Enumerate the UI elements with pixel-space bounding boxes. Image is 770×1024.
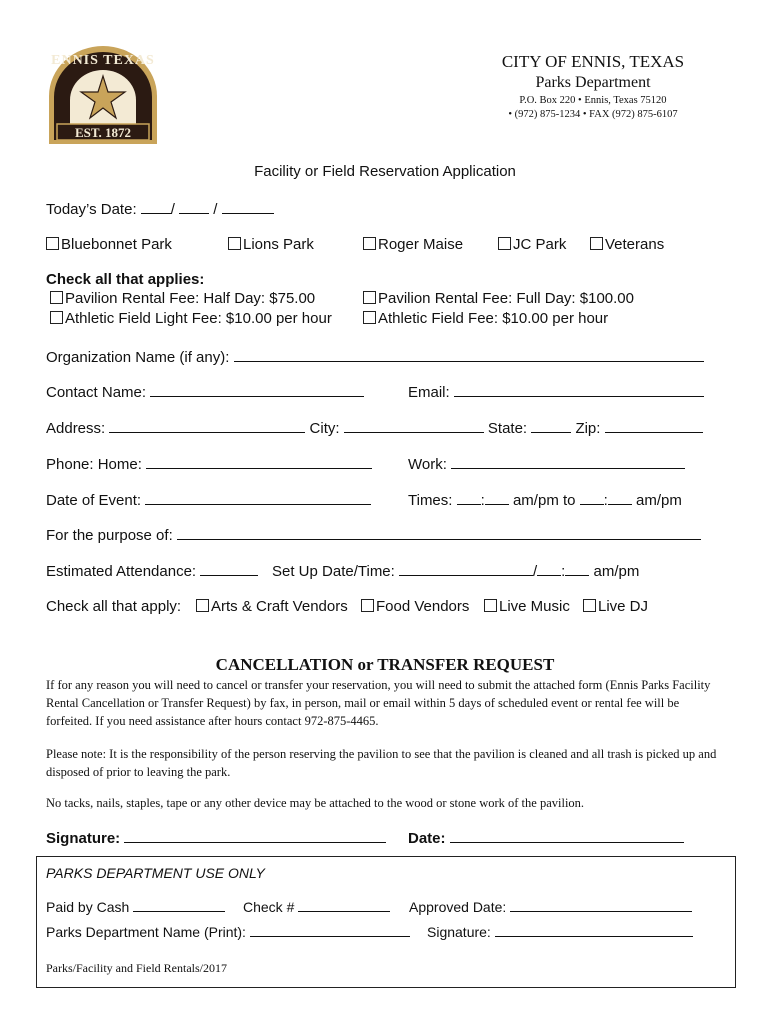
fee-pavilion-half[interactable] (50, 290, 315, 307)
office-signature-label: Signature: (427, 924, 491, 940)
checkbox[interactable] (50, 291, 63, 304)
checkbox[interactable] (363, 291, 376, 304)
city-seal-logo (43, 44, 163, 146)
park-label: Bluebonnet Park (61, 236, 172, 253)
extra-live-dj[interactable] (583, 598, 648, 615)
office-signature-row (427, 922, 693, 940)
work-phone-field[interactable] (451, 454, 685, 469)
end-hour-field[interactable] (580, 490, 604, 505)
email-label: Email: (408, 384, 450, 401)
setup-row (272, 561, 639, 580)
office-signature-field[interactable] (495, 922, 693, 937)
signature-row (46, 828, 386, 847)
park-option-roger-maise[interactable] (363, 236, 463, 253)
date-label: Date: (408, 830, 446, 847)
fee-pavilion-full[interactable] (363, 290, 634, 307)
fees-heading: Check all that applies: (46, 271, 205, 288)
department-address: P.O. Box 220 • Ennis, Texas 75120 (519, 95, 667, 106)
fee-label: Athletic Field Light Fee: $10.00 per hour (65, 310, 332, 327)
address-label: Address: (46, 420, 106, 437)
paid-cash-field[interactable] (133, 897, 225, 912)
state-field[interactable] (531, 418, 571, 433)
todays-date-row (46, 199, 274, 218)
dept-name-row (46, 922, 410, 940)
approved-date-field[interactable] (510, 897, 692, 912)
time-colon: : (561, 563, 566, 580)
extra-live-music[interactable] (484, 598, 570, 615)
event-date-field[interactable] (145, 490, 371, 505)
checkbox[interactable] (50, 311, 63, 324)
date-day-field[interactable] (179, 199, 209, 214)
department-phones: • (972) 875-1234 • FAX (972) 875-6107 (508, 109, 678, 120)
date-field[interactable] (450, 828, 684, 843)
extra-arts-crafts[interactable] (196, 598, 348, 615)
form-title: Facility or Field Reservation Application (254, 163, 516, 180)
attendance-row (46, 561, 258, 580)
event-date-row (46, 490, 371, 509)
contact-label: Contact Name: (46, 384, 147, 401)
dept-name-field[interactable] (250, 922, 410, 937)
city-field[interactable] (344, 418, 484, 433)
dept-name-label: Parks Department Name (Print): (46, 924, 246, 940)
approved-date-row (409, 897, 692, 915)
setup-date-field[interactable] (399, 561, 533, 576)
address-row (46, 418, 703, 437)
setup-minute-field[interactable] (565, 561, 589, 576)
cleanup-note: Please note: It is the responsibility of the person reserving the pavilion to see that the pavilion is cleaned and all trash is picked up and disposed of prior to leaving the park. (46, 747, 717, 779)
cancellation-paragraph: If for any reason you will need to cancel or transfer your reservation, you will need to submit the attached form (Ennis Parks Facility Rental Cancellation or Transfer Request) by fax, in person, mail or email within 5 days of scheduled event or rental fee will be forfeited. If you need assistance after hours contact 972-875-4465. (46, 678, 711, 728)
paid-cash-row (46, 897, 225, 915)
address-field[interactable] (109, 418, 305, 433)
setup-slash: / (533, 563, 538, 580)
checkbox[interactable] (196, 599, 209, 612)
svg-text:ENNIS TEXAS: ENNIS TEXAS (51, 53, 155, 68)
checkbox[interactable] (46, 237, 59, 250)
checkbox[interactable] (228, 237, 241, 250)
checkbox[interactable] (363, 311, 376, 324)
event-date-label: Date of Event: (46, 492, 142, 509)
fee-label: Pavilion Rental Fee: Half Day: $75.00 (65, 290, 316, 307)
purpose-field[interactable] (177, 525, 701, 540)
signature-field[interactable] (124, 828, 386, 843)
date-sep: / (213, 201, 218, 218)
checkbox[interactable] (590, 237, 603, 250)
state-label: State: (487, 420, 528, 437)
svg-text:EST. 1872: EST. 1872 (74, 125, 132, 140)
date-year-field[interactable] (222, 199, 274, 214)
checkbox[interactable] (361, 599, 374, 612)
end-minute-field[interactable] (608, 490, 632, 505)
fee-label: Athletic Field Fee: $10.00 per hour (378, 310, 609, 327)
phone-row (46, 454, 372, 473)
attendance-field[interactable] (200, 561, 258, 576)
check-number-field[interactable] (298, 897, 390, 912)
purpose-label: For the purpose of: (46, 527, 173, 544)
setup-hour-field[interactable] (537, 561, 561, 576)
email-row (408, 382, 704, 401)
attachment-note: No tacks, nails, staples, tape or any other device may be attached to the wood or stone work of the pavilion. (46, 796, 585, 810)
date-month-field[interactable] (141, 199, 171, 214)
start-hour-field[interactable] (457, 490, 481, 505)
extras-label: Check all that apply: (46, 598, 182, 615)
extra-label: Live DJ (598, 598, 649, 615)
contact-row (46, 382, 364, 401)
city-name: CITY OF ENNIS, TEXAS (501, 52, 685, 71)
organization-label: Organization Name (if any): (46, 349, 230, 366)
checkbox[interactable] (583, 599, 596, 612)
fee-field-light[interactable] (50, 310, 332, 327)
start-minute-field[interactable] (485, 490, 509, 505)
organization-row (46, 347, 704, 366)
time-colon: : (603, 492, 608, 509)
ampm-label: am/pm (636, 492, 682, 509)
purpose-row (46, 525, 701, 544)
extra-label: Food Vendors (376, 598, 470, 615)
setup-label: Set Up Date/Time: (272, 563, 395, 580)
park-label: JC Park (513, 236, 567, 253)
checkbox[interactable] (484, 599, 497, 612)
email-field[interactable] (454, 382, 704, 397)
phone-home-field[interactable] (146, 454, 372, 469)
organization-field[interactable] (234, 347, 704, 362)
times-label: Times: (408, 492, 453, 509)
work-label: Work: (408, 456, 447, 473)
phone-home-label: Phone: Home: (46, 456, 142, 473)
paid-cash-label: Paid by Cash (46, 899, 130, 915)
extra-label: Arts & Craft Vendors (211, 598, 348, 615)
checkbox[interactable] (498, 237, 511, 250)
office-use-title: PARKS DEPARTMENT USE ONLY (46, 865, 265, 881)
date-row (408, 828, 684, 847)
park-option-bluebonnet[interactable] (46, 236, 172, 253)
park-label: Veterans (605, 236, 665, 253)
fee-label: Pavilion Rental Fee: Full Day: $100.00 (378, 290, 634, 307)
times-row (408, 490, 682, 509)
extra-label: Live Music (499, 598, 570, 615)
contact-field[interactable] (150, 382, 364, 397)
city-label: City: (309, 420, 340, 437)
extra-food-vendors[interactable] (361, 598, 469, 615)
approved-date-label: Approved Date: (409, 899, 507, 915)
checkbox[interactable] (363, 237, 376, 250)
zip-field[interactable] (605, 418, 703, 433)
attendance-label: Estimated Attendance: (46, 563, 197, 580)
department-name: Parks Department (535, 74, 651, 91)
signature-label: Signature: (46, 830, 121, 847)
footer-form-id: Parks/Facility and Field Rentals/2017 (46, 961, 227, 975)
todays-date-label: Today’s Date: (46, 201, 137, 218)
ampm-label: am/pm (593, 563, 640, 580)
cancellation-title: CANCELLATION or TRANSFER REQUEST (215, 655, 555, 674)
park-option-veterans[interactable] (590, 236, 664, 253)
work-row (408, 454, 685, 473)
park-option-jc-park[interactable] (498, 236, 566, 253)
park-label: Lions Park (243, 236, 314, 253)
fee-field[interactable] (363, 310, 608, 327)
date-sep: / (170, 201, 175, 218)
park-option-lions[interactable] (228, 236, 314, 253)
park-label: Roger Maise (378, 236, 464, 253)
check-number-label: Check # (243, 899, 295, 915)
time-colon: : (480, 492, 485, 509)
zip-label: Zip: (575, 420, 601, 437)
check-number-row (243, 897, 390, 915)
ampm-to-label: am/pm to (512, 492, 576, 509)
